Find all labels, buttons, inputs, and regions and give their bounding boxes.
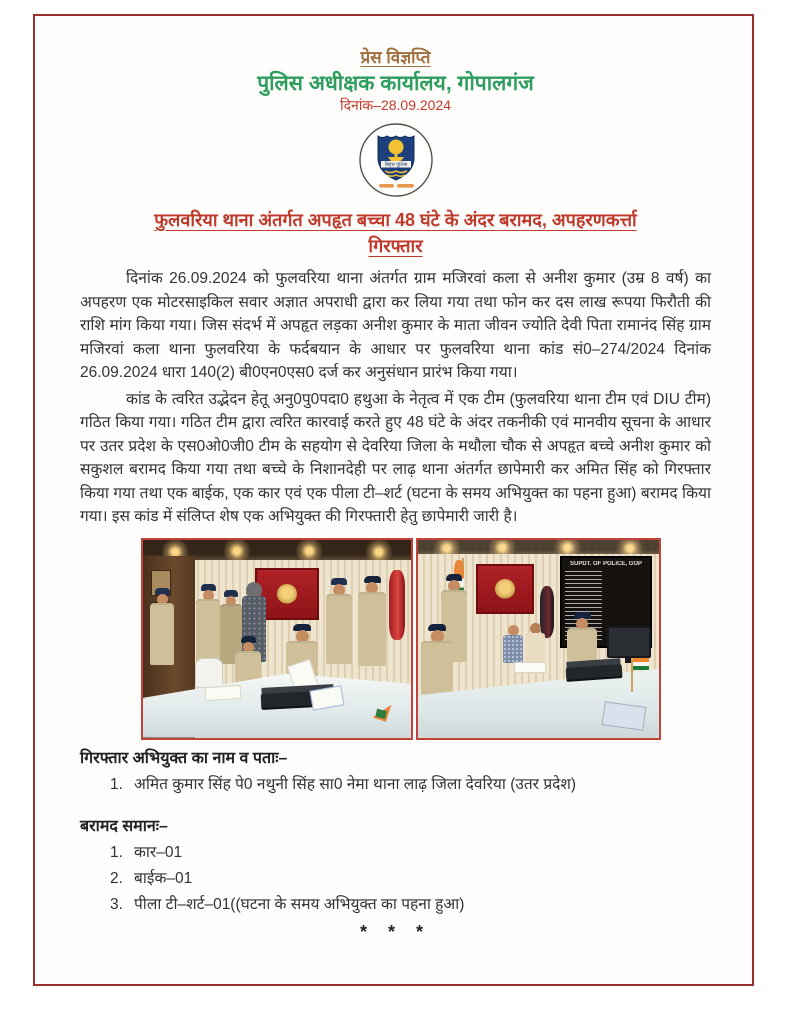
recovered-item-text: बाईक–01 [134, 869, 193, 887]
photo-press-briefing-right [416, 538, 661, 740]
body-paragraph-2: कांड के त्वरित उद्भेदन हेतू अनु0पु0पदा0 हथुआ के नेतृत्व में एक टीम (फुलवरिया थाना टीम एवं DIU टीम) गठित किया गया। गठित टीम द्वारा त्वरित कारवाई करते हुए 48 घंटे के अंदर तकनीकी एवं मानवीय सूचना के आधार पर उतर प्रदेश के एस0ओ0जी0 टीम के सहयोग से देवरिया जिला के मथौला चौक से अपहृत बच्चे अनीश कुमार को सकुशल बरामद किया गया तथा बच्चे के निशानदेही पर लाढ़ थाना अंतर्गत छापेमारी कर अमित सिंह को गिरफ्तार किया गया तथा एक बाईक, एक कार एवं एक पीला टी–शर्ट (घटना के समय अभियुक्त का पहना हुआ) बरामद किया गया। इस कांड में संलिप्त शेष एक अभियुक्त की गिरफ्तारी हेतु छापेमारी जारी है। [80, 390, 711, 525]
recovered-list [80, 840, 711, 918]
list-number: 3. [110, 895, 123, 913]
emblem-crest [277, 584, 297, 604]
body-paragraph-1: दिनांक 26.09.2024 को फुलवरिया थाना अंतर्गत ग्राम मजिरवां कला से अनीश कुमार (उम्र 8 वर्ष) का अपहरण एक मोटरसाइकिल सवार अज्ञात अपराधी द्वारा कर लिया गया तथा फोन कर दस लाख रूपया फिरौती की राशि मांग किया गया। जिस संदर्भ में अपहृत लड़का अनीश कुमार के माता जीवन ज्योति देवी पिता रामानंद सिंह ग्राम मजिरवां कला थाना फुलवरिया के फर्दबयान के आधार पर फुलवरिया थाना कांड सं0–274/2024 दिनांक 26.09.2024 धारा 140(2) बी0एन0एस0 दर्ज कर अनुसंधान प्रारंभ किया गया। [80, 270, 711, 381]
papers [205, 684, 242, 700]
end-of-document-marks: * * * [359, 921, 432, 942]
list-number: 1. [110, 843, 123, 861]
recovered-item-text: पीला टी–शर्ट–01((घटना के समय अभियुक्त का पहना हुआ) [134, 895, 465, 913]
emblem-container [80, 122, 711, 198]
police-emblem-board [476, 564, 534, 614]
computer-monitor [607, 626, 651, 658]
news-headline [80, 207, 711, 259]
emblem-motto-mark [379, 184, 394, 188]
headline-line1: फुलवरिया थाना अंतर्गत अपहृत बच्चा 48 घंटे के अंदर बरामद, अपहरणकर्त्ता [154, 210, 637, 230]
desk-india-flag [633, 658, 649, 670]
recovered-list-item [80, 892, 711, 918]
photo-press-briefing-left [141, 538, 413, 740]
arrested-name-address: अमित कुमार सिंह पे0 नथुनी सिंह सा0 नेमा थाना लाढ़ जिला देवरिया (उतर प्रदेश) [134, 775, 577, 793]
list-number: 1. [110, 775, 123, 793]
recovered-list-item [80, 866, 711, 892]
date-line: दिनांक–28.09.2024 [339, 97, 452, 113]
emblem-band-text: बिहार पुलिस [384, 162, 407, 168]
recovered-section-heading: बरामद समानः– [80, 817, 168, 835]
arrested-list [80, 772, 711, 798]
police-officer-figure [357, 576, 387, 666]
press-release-title: प्रेस विज्ञप्ति [360, 48, 431, 67]
child-figure [502, 626, 524, 663]
seated-officer-figure [420, 624, 454, 697]
arrested-list-item [80, 772, 711, 798]
emblem-crest [495, 579, 515, 599]
press-conference-photos [141, 538, 711, 740]
magazine [602, 701, 647, 731]
arrested-section-heading: गिरफ्तार अभियुक्त का नाम व पताः– [80, 749, 288, 767]
police-officer-figure [195, 584, 221, 663]
headline-line2: गिरफ्तार [368, 236, 423, 256]
ceiling-lights [418, 540, 659, 554]
police-officer-figure [325, 578, 353, 664]
emblem-motto-mark [397, 184, 414, 188]
list-number: 2. [110, 869, 123, 887]
recovered-list-item [80, 840, 711, 866]
red-flag [389, 570, 405, 640]
recovered-item-text: कार–01 [134, 843, 183, 861]
document-header [80, 40, 711, 114]
white-chair [195, 658, 223, 688]
honor-board-title: SUPDT. OF POLICE, GOP [569, 560, 642, 567]
bihar-police-emblem-icon [358, 122, 434, 198]
child-figure [524, 624, 546, 663]
office-title: पुलिस अधीक्षक कार्यालय, गोपालगंज [257, 72, 534, 95]
name-plate [514, 662, 546, 673]
police-officer-figure [149, 588, 175, 665]
press-release-document [80, 40, 711, 943]
